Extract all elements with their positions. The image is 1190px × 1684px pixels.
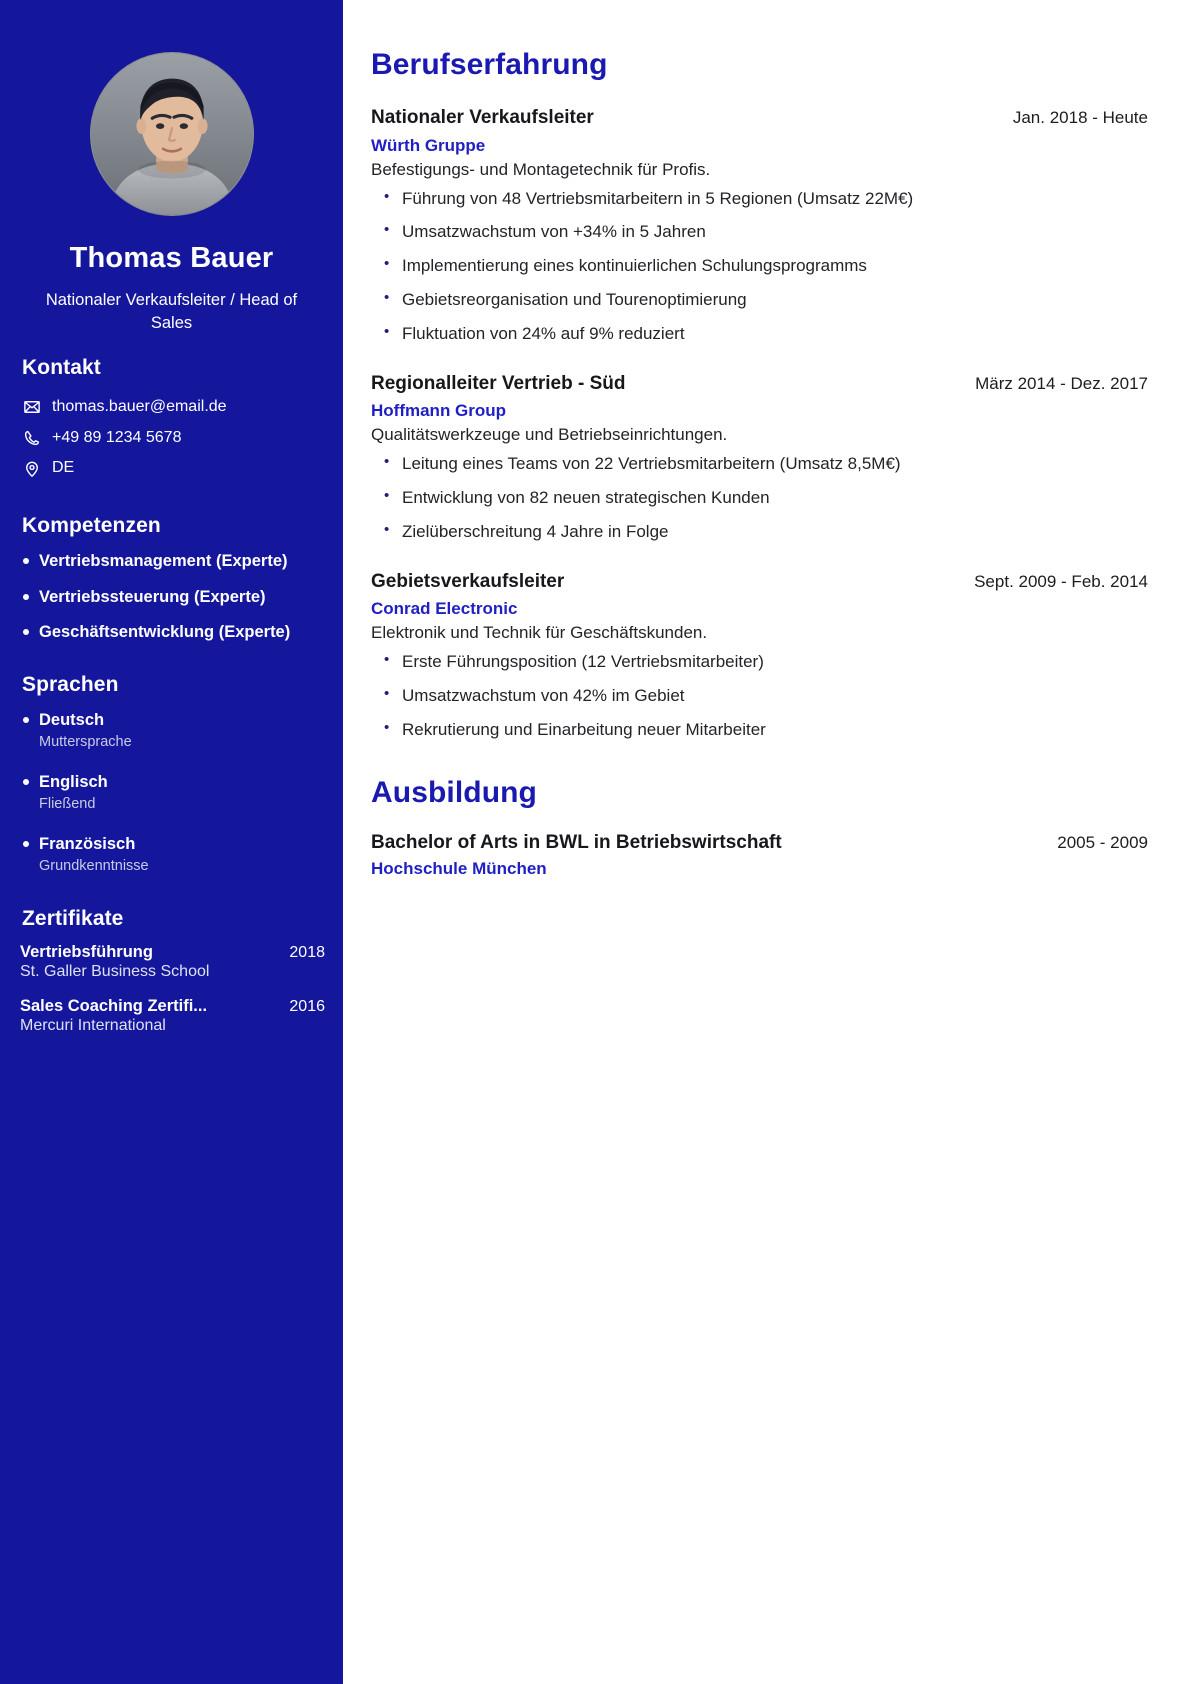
- sidebar: [0, 0, 343, 1684]
- experience-item: [371, 372, 1148, 544]
- experience-bullet: • Entwicklung von 82 neuen strategischen Kunden: [371, 486, 1148, 510]
- experience-bullet: • Umsatzwachstum von +34% in 5 Jahren: [371, 220, 1148, 244]
- contact-location-value: DE: [52, 459, 75, 477]
- experience-bullet: • Fluktuation von 24% auf 9% reduziert: [371, 322, 1148, 346]
- experience-title: Regionalleiter Vertrieb - Süd: [371, 372, 626, 394]
- certificate-org: St. Galler Business School: [20, 962, 210, 980]
- education-header: [371, 832, 1148, 854]
- education-school: Hochschule München: [371, 858, 547, 878]
- experience-company: Würth Gruppe: [371, 135, 486, 155]
- envelope-icon: [22, 398, 41, 417]
- language-level: Muttersprache: [39, 734, 132, 751]
- certificate-year: 2016: [289, 997, 325, 1015]
- experience-description: Befestigungs- und Montagetechnik für Profis.: [371, 159, 711, 179]
- language-level: Fließend: [39, 796, 96, 813]
- education-heading: Ausbildung: [371, 775, 537, 809]
- certificate-year: 2018: [289, 943, 325, 961]
- main-content: [343, 0, 1190, 1684]
- language-item: [18, 771, 325, 815]
- certificates-list: [18, 943, 325, 1035]
- certificate-top-row: [20, 943, 325, 962]
- contact-location[interactable]: [18, 453, 325, 484]
- contact-phone[interactable]: [18, 423, 325, 454]
- experience-company: Conrad Electronic: [371, 599, 518, 619]
- skills-list: [18, 550, 325, 643]
- certificate-name: Sales Coaching Zertifi...: [20, 996, 208, 1015]
- certificate-item: [18, 997, 325, 1035]
- skill-item: Geschäftsentwicklung (Experte): [18, 621, 325, 643]
- experience-bullet: • Rekrutierung und Einarbeitung neuer Mitarbeiter: [371, 718, 1148, 742]
- phone-icon: [22, 429, 41, 448]
- language-name: Englisch: [39, 772, 108, 791]
- contact-list: [18, 392, 325, 484]
- language-item: [18, 833, 325, 877]
- language-item: [18, 709, 325, 753]
- contact-email-value: thomas.bauer@email.de: [52, 397, 227, 415]
- certificate-item: [18, 943, 325, 981]
- languages-list: [18, 709, 325, 876]
- certificate-org: Mercuri International: [20, 1016, 166, 1034]
- certificate-name: Vertriebsführung: [20, 942, 153, 961]
- avatar-wrapper: [18, 52, 325, 216]
- education-degree: Bachelor of Arts in BWL in Betriebswirtschaft: [371, 831, 782, 853]
- language-name: Französisch: [39, 834, 136, 853]
- experience-dates: März 2014 - Dez. 2017: [975, 373, 1148, 393]
- experience-header: [371, 106, 1148, 131]
- experience-bullet: • Leitung eines Teams von 22 Vertriebsmitarbeitern (Umsatz 8,5M€): [371, 452, 1148, 476]
- experience-company: Hoffmann Group: [371, 401, 507, 421]
- experience-dates: Jan. 2018 - Heute: [1012, 108, 1148, 127]
- avatar: [90, 52, 254, 216]
- person-name: Thomas Bauer: [69, 242, 274, 274]
- education-dates: 2005 - 2009: [1057, 832, 1148, 852]
- experience-description: Elektronik und Technik für Geschäftskunden.: [371, 623, 708, 643]
- experience-header: [371, 570, 1148, 595]
- experience-bullets: [371, 650, 1148, 741]
- contact-heading: Kontakt: [22, 355, 101, 379]
- experience-header: [371, 372, 1148, 397]
- experience-dates: Sept. 2009 - Feb. 2014: [974, 571, 1148, 591]
- experience-bullet: • Erste Führungsposition (12 Vertriebsmitarbeiter): [371, 650, 1148, 674]
- language-level: Grundkenntnisse: [39, 857, 149, 874]
- experience-bullet: • Umsatzwachstum von 42% im Gebiet: [371, 684, 1148, 708]
- education-item: [371, 832, 1148, 879]
- experience-heading: Berufserfahrung: [371, 48, 608, 81]
- experience-bullet: • Gebietsreorganisation und Tourenoptimierung: [371, 288, 1148, 312]
- contact-phone-value: +49 89 1234 5678: [52, 428, 182, 446]
- experience-bullet: • Zielüberschreitung 4 Jahre in Folge: [371, 520, 1148, 544]
- contact-email[interactable]: [18, 392, 325, 423]
- person-job-title: Nationaler Verkaufsleiter / Head of Sales: [45, 291, 298, 332]
- languages-heading: Sprachen: [22, 673, 119, 697]
- skill-item: Vertriebssteuerung (Experte): [18, 586, 325, 608]
- skill-item: Vertriebsmanagement (Experte): [18, 550, 325, 572]
- experience-bullet: • Führung von 48 Vertriebsmitarbeitern in 5 Regionen (Umsatz 22M€): [371, 187, 1148, 211]
- experience-item: [371, 106, 1148, 346]
- language-name: Deutsch: [39, 711, 105, 730]
- experience-item: [371, 570, 1148, 742]
- certificate-top-row: [20, 997, 325, 1016]
- experience-title: Gebietsverkaufsleiter: [371, 570, 565, 592]
- certificates-heading: Zertifikate: [22, 906, 124, 930]
- skills-heading: Kompetenzen: [22, 514, 161, 538]
- experience-bullets: [371, 452, 1148, 543]
- experience-title: Nationaler Verkaufsleiter: [371, 107, 594, 128]
- experience-bullets: [371, 187, 1148, 346]
- experience-description: Qualitätswerkzeuge und Betriebseinrichtungen.: [371, 425, 728, 445]
- location-pin-icon: [22, 459, 41, 478]
- experience-bullet: • Implementierung eines kontinuierlichen Schulungsprogramms: [371, 254, 1148, 278]
